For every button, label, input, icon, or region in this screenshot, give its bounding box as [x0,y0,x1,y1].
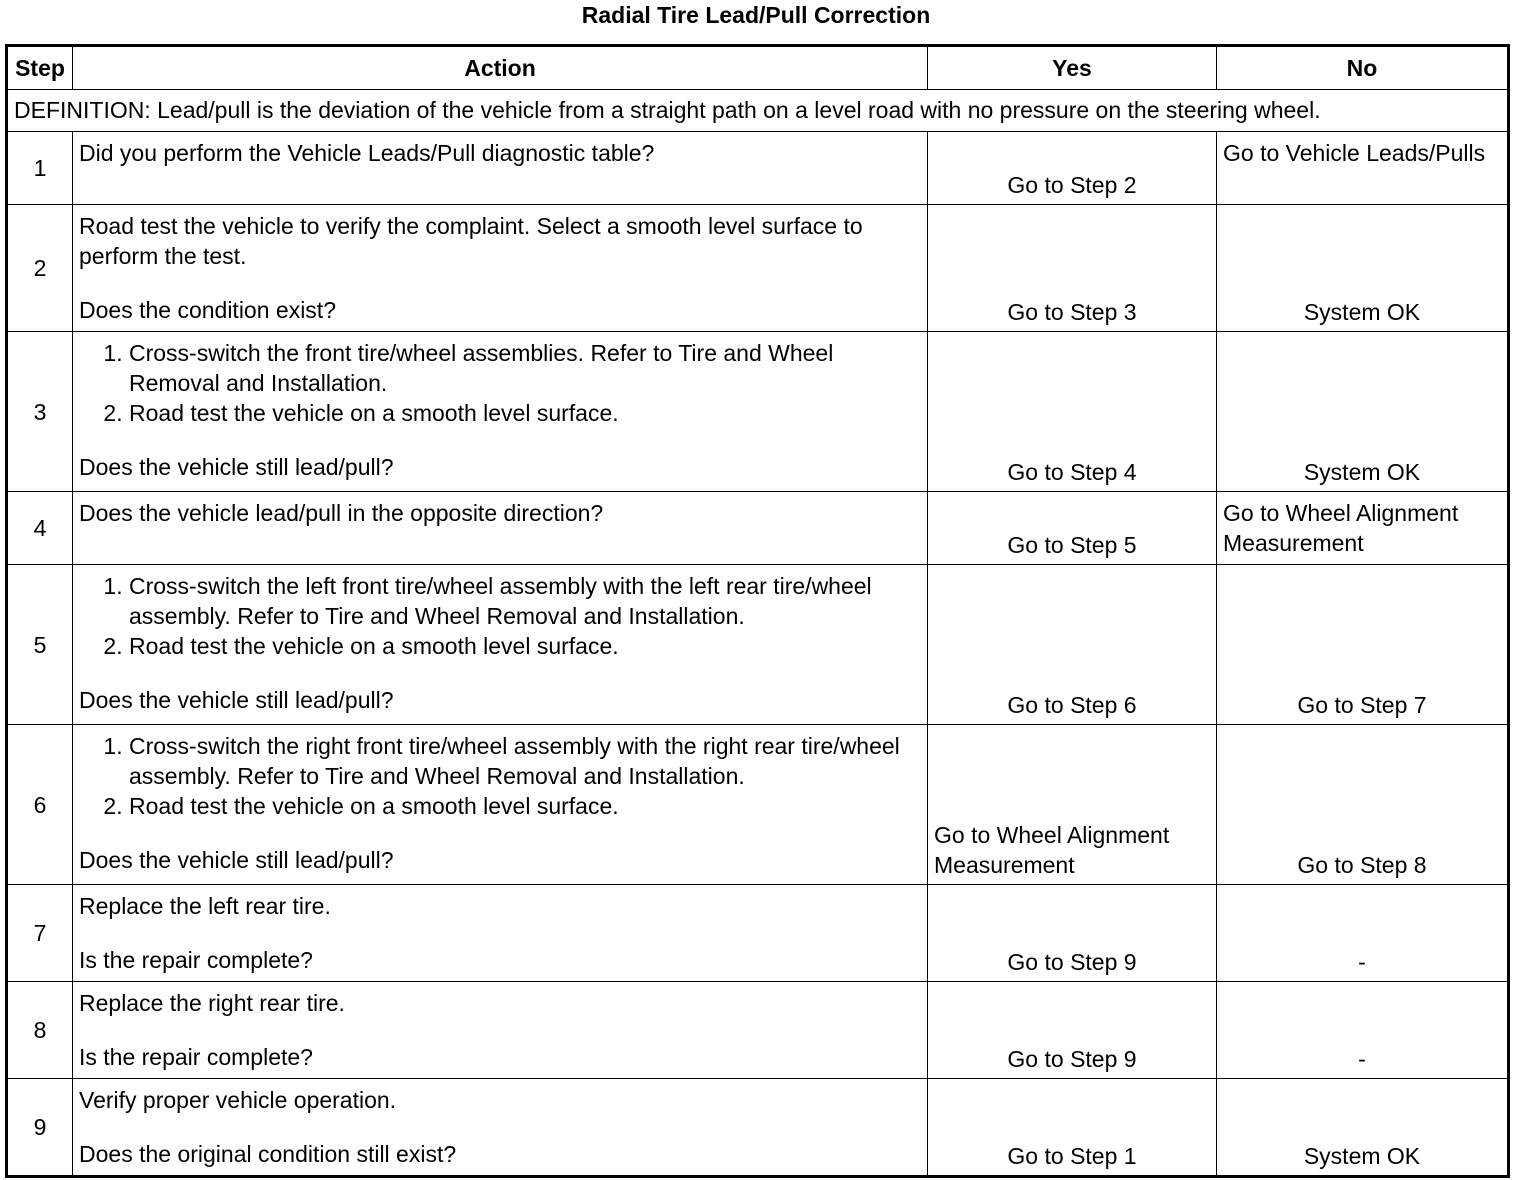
action-text: Replace the right rear tire. [79,990,345,1016]
list-item: 2. Road test the vehicle on a smooth level surface. [129,631,921,661]
step-number: 9 [7,1079,73,1177]
action-text: Did you perform the Vehicle Leads/Pull diagnostic table? [79,140,655,166]
step-number: 4 [7,492,73,565]
header-step: Step [7,46,73,90]
list-item: 1. Cross-switch the front tire/wheel assemblies. Refer to Tire and Wheel Removal and Installation. [129,338,921,398]
header-yes: Yes [928,46,1217,90]
list-item: 1. Cross-switch the right front tire/wheel assembly with the right rear tire/wheel assembly. Refer to Tire and Wheel Removal and Installation. [129,731,921,791]
action-cell [73,332,928,492]
action-cell [73,1079,928,1177]
action-cell [73,885,928,982]
definition-row [7,90,1509,132]
no-cell: - [1217,885,1509,982]
table-row [7,492,1509,565]
step-number: 5 [7,565,73,725]
table-row [7,132,1509,205]
yes-cell: Go to Wheel Alignment Measurement [928,725,1217,885]
table-row [7,725,1509,885]
yes-cell: Go to Step 1 [928,1079,1217,1177]
definition-text: DEFINITION: Lead/pull is the deviation of the vehicle from a straight path on a level road with no pressure on the steering wheel. [7,90,1509,132]
table-row [7,885,1509,982]
no-cell: System OK [1217,332,1509,492]
action-cell [73,565,928,725]
yes-cell: Go to Step 9 [928,982,1217,1079]
list-item: 2. Road test the vehicle on a smooth level surface. [129,791,921,821]
step-number: 1 [7,132,73,205]
action-cell [73,725,928,885]
action-text: Replace the left rear tire. [79,893,331,919]
action-question: Does the vehicle still lead/pull? [79,454,394,480]
yes-cell: Go to Step 9 [928,885,1217,982]
no-cell: System OK [1217,1079,1509,1177]
step-number: 7 [7,885,73,982]
list-item: 1. Cross-switch the left front tire/wheel assembly with the left rear tire/wheel assembly. Refer to Tire and Wheel Removal and Installation. [129,571,921,631]
no-cell: Go to Step 8 [1217,725,1509,885]
action-list [79,571,921,661]
no-cell: - [1217,982,1509,1079]
action-question: Does the vehicle still lead/pull? [79,847,394,873]
no-cell: Go to Vehicle Leads/Pulls [1217,132,1509,205]
yes-cell: Go to Step 4 [928,332,1217,492]
action-text: Verify proper vehicle operation. [79,1087,397,1113]
no-cell: Go to Step 7 [1217,565,1509,725]
page-title: Radial Tire Lead/Pull Correction [581,2,931,28]
table-row [7,982,1509,1079]
step-number: 6 [7,725,73,885]
yes-cell: Go to Step 6 [928,565,1217,725]
action-question: Is the repair complete? [79,1044,313,1070]
yes-cell: Go to Step 2 [928,132,1217,205]
header-no: No [1217,46,1509,90]
no-cell: Go to Wheel Alignment Measurement [1217,492,1509,565]
action-cell [73,982,928,1079]
action-cell [73,492,928,565]
action-question: Does the vehicle still lead/pull? [79,687,394,713]
action-question: Is the repair complete? [79,947,313,973]
action-question: Does the original condition still exist? [79,1141,457,1167]
table-row [7,565,1509,725]
action-text: Does the vehicle lead/pull in the opposite direction? [79,500,604,526]
yes-cell: Go to Step 3 [928,205,1217,332]
yes-cell: Go to Step 5 [928,492,1217,565]
header-action: Action [73,46,928,90]
action-list [79,338,921,428]
action-list [79,731,921,821]
action-question: Does the condition exist? [79,297,336,323]
list-item: 2. Road test the vehicle on a smooth level surface. [129,398,921,428]
action-cell [73,205,928,332]
step-number: 8 [7,982,73,1079]
header-row [7,46,1509,90]
table-row [7,332,1509,492]
diagnostic-table [5,44,1510,1178]
no-cell: System OK [1217,205,1509,332]
step-number: 3 [7,332,73,492]
table-row [7,1079,1509,1177]
action-text: Road test the vehicle to verify the complaint. Select a smooth level surface to perform the test. [79,213,863,269]
table-row [7,205,1509,332]
step-number: 2 [7,205,73,332]
action-cell [73,132,928,205]
